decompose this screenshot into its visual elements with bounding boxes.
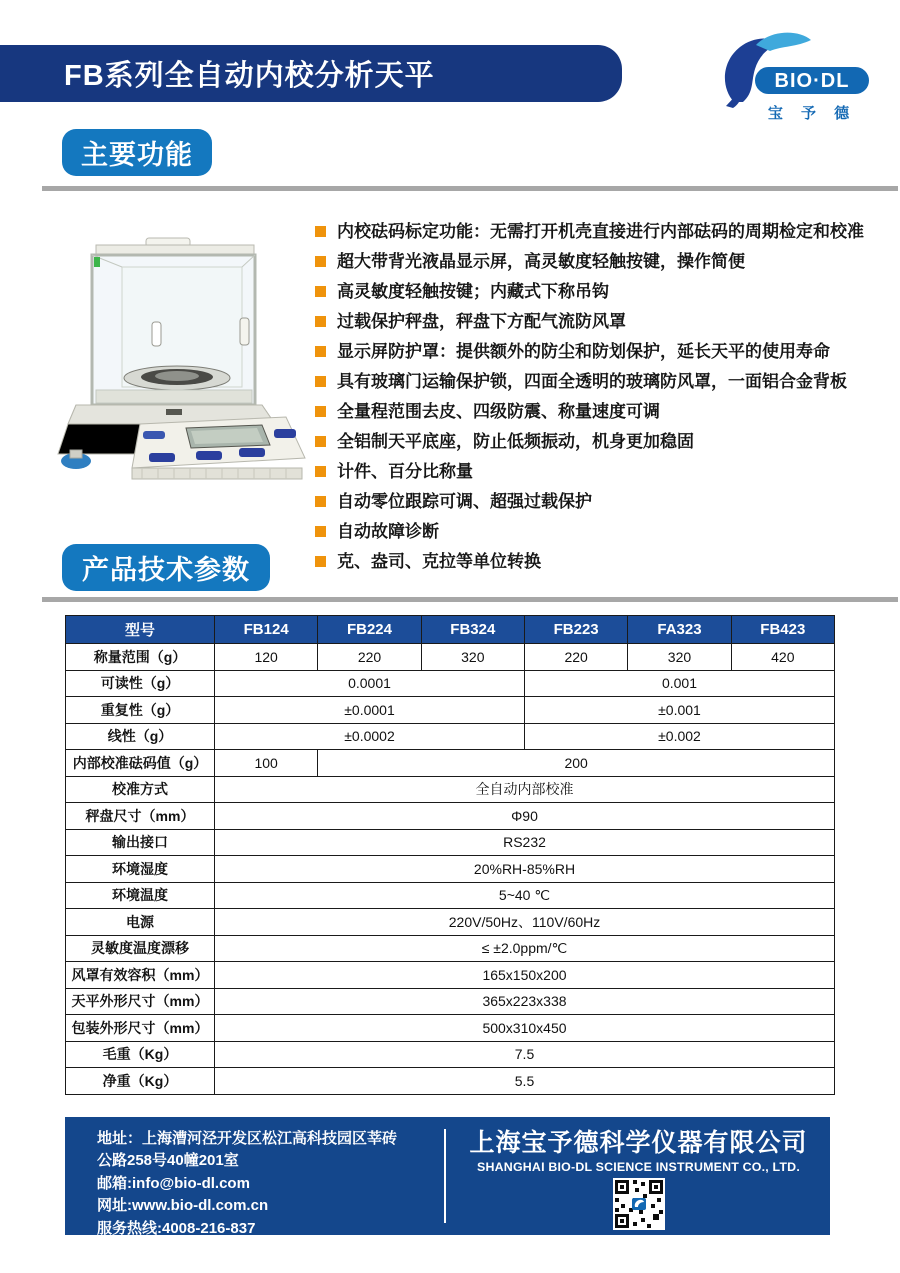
- feature-item: [315, 458, 895, 488]
- spec-row-label: 秤盘尺寸（mm）: [66, 803, 215, 830]
- footer-divider: [444, 1129, 446, 1223]
- bullet-square-icon: [315, 466, 326, 477]
- spec-value-cell: 120: [215, 644, 318, 671]
- door-handle-right: [240, 318, 249, 345]
- spec-value-cell: 0.0001: [215, 670, 525, 697]
- spec-value-cell: 200: [318, 750, 835, 777]
- feature-item: [315, 488, 895, 518]
- feature-item: [315, 278, 895, 308]
- section-title-specs: 产品技术参数: [62, 544, 270, 591]
- spec-value-cell: 5.5: [215, 1068, 835, 1095]
- spec-table-row: [66, 856, 835, 883]
- spec-row-label: 包装外形尺寸（mm）: [66, 1015, 215, 1042]
- spec-row-label: 内部校准砝码值（g）: [66, 750, 215, 777]
- divider-rule-bottom: [42, 597, 898, 602]
- feature-item: [315, 548, 895, 578]
- bullet-square-icon: [315, 496, 326, 507]
- feature-item: [315, 338, 895, 368]
- spec-value-cell: 220V/50Hz、110V/60Hz: [215, 909, 835, 936]
- spec-row-label: 输出接口: [66, 829, 215, 856]
- contact-line: 网址:www.bio-dl.com.cn: [97, 1197, 269, 1215]
- spec-value-cell: ≤ ±2.0ppm/℃: [215, 935, 835, 962]
- bullet-square-icon: [315, 346, 326, 357]
- feature-item: [315, 308, 895, 338]
- spec-value-cell: ±0.0001: [215, 697, 525, 724]
- spec-table-row: [66, 1068, 835, 1095]
- feature-text: 内校砝码标定功能：无需打开机壳直接进行内部砝码的周期检定和校准: [337, 222, 864, 241]
- spec-row-label: 灵敏度温度漂移: [66, 935, 215, 962]
- spec-table-header-row: [66, 616, 835, 644]
- spec-value-cell: 320: [628, 644, 731, 671]
- spec-row-label: 环境温度: [66, 882, 215, 909]
- spec-row-label: 天平外形尺寸（mm）: [66, 988, 215, 1015]
- spec-header-model: FA323: [628, 616, 731, 644]
- spec-value-cell: Φ90: [215, 803, 835, 830]
- feature-text: 克、盎司、克拉等单位转换: [337, 552, 541, 571]
- bullet-square-icon: [315, 316, 326, 327]
- feature-item: [315, 398, 895, 428]
- footer: [65, 1117, 830, 1235]
- spec-row-label: 风罩有效容积（mm）: [66, 962, 215, 989]
- spec-table-row: [66, 1015, 835, 1042]
- brand-name: BIO·DL: [774, 70, 850, 92]
- spec-value-cell: RS232: [215, 829, 835, 856]
- feature-text: 显示屏防护罩：提供额外的防尘和防划保护，延长天平的使用寿命: [337, 342, 830, 361]
- spec-table-row: [66, 1041, 835, 1068]
- spec-header-model: FB224: [318, 616, 421, 644]
- spec-row-label: 环境湿度: [66, 856, 215, 883]
- spec-table-row: [66, 670, 835, 697]
- feature-text: 计件、百分比称量: [337, 462, 473, 481]
- spec-value-cell: ±0.0002: [215, 723, 525, 750]
- spec-row-label: 电源: [66, 909, 215, 936]
- feature-text: 高灵敏度轻触按键；内藏式下称吊钩: [337, 282, 609, 301]
- spec-value-cell: 365x223x338: [215, 988, 835, 1015]
- spec-table-row: [66, 803, 835, 830]
- feature-text: 过载保护秤盘，秤盘下方配气流防风罩: [337, 312, 626, 331]
- spec-row-label: 校准方式: [66, 776, 215, 803]
- spec-table-row: [66, 644, 835, 671]
- qr-code: [613, 1178, 665, 1230]
- spec-table-row: [66, 750, 835, 777]
- spec-header-model: FB423: [731, 616, 834, 644]
- spec-value-cell: 320: [421, 644, 524, 671]
- bullet-square-icon: [315, 526, 326, 537]
- bullet-square-icon: [315, 226, 326, 237]
- spec-header-model: FB124: [215, 616, 318, 644]
- contact-line: 服务热线:4008-216-837: [97, 1219, 256, 1237]
- spec-value-cell: 7.5: [215, 1041, 835, 1068]
- company-name-en: SHANGHAI BIO-DL SCIENCE INSTRUMENT CO., LTD.: [477, 1160, 800, 1174]
- contact-line: 邮箱:info@bio-dl.com: [97, 1174, 250, 1192]
- feature-item: [315, 518, 895, 548]
- feature-item: [315, 248, 895, 278]
- spec-row-label: 称量范围（g）: [66, 644, 215, 671]
- spec-row-label: 净重（Kg）: [66, 1068, 215, 1095]
- contact-info: [97, 1128, 437, 1240]
- feature-text: 全量程范围去皮、四级防震、称量速度可调: [337, 402, 660, 421]
- brand-logo: [698, 26, 883, 126]
- spec-table-row: [66, 935, 835, 962]
- bullet-square-icon: [315, 436, 326, 447]
- spec-value-cell: 420: [731, 644, 834, 671]
- contact-line: 公路258号40幢201室: [97, 1152, 239, 1170]
- spec-value-cell: 100: [215, 750, 318, 777]
- page-title: FB系列全自动内校分析天平: [64, 60, 435, 92]
- bullet-square-icon: [315, 406, 326, 417]
- spec-value-cell: 165x150x200: [215, 962, 835, 989]
- spec-table-row: [66, 829, 835, 856]
- spec-header-model: FB223: [524, 616, 627, 644]
- feature-item: [315, 218, 895, 248]
- spec-row-label: 毛重（Kg）: [66, 1041, 215, 1068]
- spec-value-cell: 0.001: [524, 670, 834, 697]
- spec-row-label: 线性（g）: [66, 723, 215, 750]
- spec-table-row: [66, 723, 835, 750]
- divider-rule-top: [42, 186, 898, 191]
- door-handle-left: [152, 322, 161, 346]
- section-title-features: 主要功能: [62, 129, 212, 176]
- feature-item: [315, 368, 895, 398]
- spec-header-model: FB324: [421, 616, 524, 644]
- feature-item: [315, 428, 895, 458]
- product-image: [46, 226, 316, 508]
- spec-row-label: 重复性（g）: [66, 697, 215, 724]
- spec-table-row: [66, 882, 835, 909]
- spec-value-cell: 20%RH-85%RH: [215, 856, 835, 883]
- spec-value-cell: ±0.002: [524, 723, 834, 750]
- company-block: [447, 1117, 830, 1235]
- spec-table-row: [66, 909, 835, 936]
- level-indicator: [94, 257, 100, 267]
- spec-row-label: 可读性（g）: [66, 670, 215, 697]
- bullet-square-icon: [315, 376, 326, 387]
- brand-name-cn: 宝 予 德: [767, 105, 857, 122]
- spec-table: [65, 615, 835, 1095]
- spec-value-cell: ±0.001: [524, 697, 834, 724]
- feature-text: 具有玻璃门运输保护锁，四面全透明的玻璃防风罩，一面铝合金背板: [337, 372, 847, 391]
- bullet-square-icon: [315, 556, 326, 567]
- spec-value-cell: 全自动内部校准: [215, 776, 835, 803]
- spec-table-row: [66, 697, 835, 724]
- spec-header-label: 型号: [66, 616, 215, 644]
- spec-table-row: [66, 962, 835, 989]
- spec-table-row: [66, 988, 835, 1015]
- spec-value-cell: 220: [524, 644, 627, 671]
- spec-table-row: [66, 776, 835, 803]
- spec-value-cell: 500x310x450: [215, 1015, 835, 1042]
- bullet-square-icon: [315, 286, 326, 297]
- contact-line: 地址：上海漕河泾开发区松江高科技园区莘砖: [97, 1130, 398, 1147]
- page-header-bar: [0, 45, 622, 102]
- spec-value-cell: 5~40 ℃: [215, 882, 835, 909]
- spec-value-cell: 220: [318, 644, 421, 671]
- feature-text: 自动零位跟踪可调、超强过载保护: [337, 492, 592, 511]
- feature-list: [315, 218, 895, 578]
- feature-text: 全铝制天平底座，防止低频振动，机身更加稳固: [337, 432, 694, 451]
- company-name-cn: 上海宝予德科学仪器有限公司: [469, 1129, 808, 1157]
- bullet-square-icon: [315, 256, 326, 267]
- feature-text: 超大带背光液晶显示屏，高灵敏度轻触按键，操作简便: [337, 252, 745, 271]
- feature-text: 自动故障诊断: [337, 522, 439, 541]
